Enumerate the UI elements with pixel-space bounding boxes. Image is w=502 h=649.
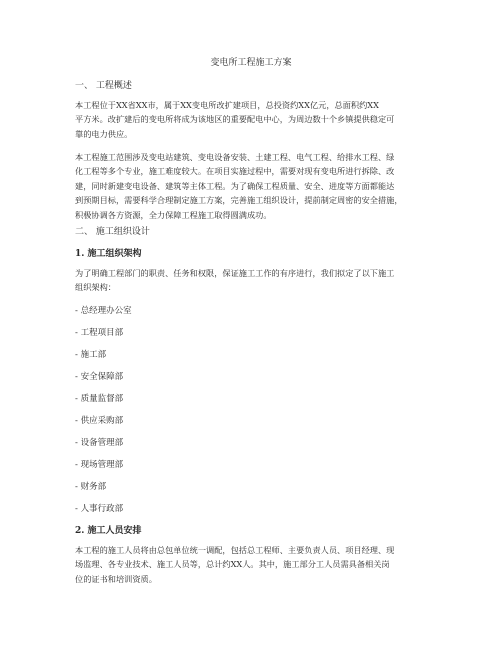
paragraph-line: 平方米。改扩建后的变电所将成为该地区的重要配电中心，为周边数十个乡镇提供稳定可: [75, 114, 395, 125]
list-item: - 财务部: [75, 482, 107, 492]
list-item: - 现场管理部: [75, 460, 124, 470]
section-heading-overview: 一、 工程概述: [75, 81, 132, 91]
paragraph-line: 积极协调各方资源，全力保障工程施工取得圆满成功。: [75, 209, 272, 220]
paragraph-line: 建，同时新建变电设备、建筑等主体工程。为了确保工程质量、安全、进度等方面都能达: [75, 180, 395, 191]
paragraph-line: 靠的电力供应。: [75, 128, 133, 139]
paragraph-line: 化工程等多个专业，施工难度较大。在项目实施过程中，需要对现有变电所进行拆除、改: [75, 166, 395, 177]
list-item: - 总经理办公室: [75, 306, 132, 316]
subheading-staffing: 2. 施工人员安排: [75, 526, 142, 536]
paragraph-overview-2: [75, 150, 435, 222]
paragraph-line: 本工程施工范围涉及变电站建筑、变电设备安装、土建工程、电气工程、给排水工程、绿: [75, 152, 395, 162]
paragraph-line: 场监理、各专业技术、施工人员等，总计约XX人。其中，施工部分工人员需具备相关岗: [75, 559, 390, 570]
paragraph-line: 位的证书和培训资质。: [75, 573, 157, 584]
document-title: 变电所工程施工方案: [210, 58, 292, 68]
subheading-org-structure: 1. 施工组织架构: [75, 249, 142, 259]
paragraph-line: 到预期目标，需要科学合理制定施工方案，完善施工组织设计，提前制定周密的安全措施，: [75, 195, 403, 206]
paragraph-line: 本工程位于XX省XX市，属于XX变电所改扩建项目，总投资约XX亿元，总面积约XX: [75, 100, 379, 110]
paragraph-overview-1: [75, 98, 435, 141]
paragraph-staffing: [75, 543, 435, 586]
paragraph-line: 本工程的施工人员将由总包单位统一调配，包括总工程师、主要负责人员、项目经理、现: [75, 545, 395, 555]
list-item: - 人事行政部: [75, 504, 124, 514]
paragraph-org-structure: [75, 266, 435, 295]
paragraph-line: 组织架构：: [75, 282, 116, 293]
paragraph-line: 为了明确工程部门的职责、任务和权限，保证施工工作的有序进行，我们拟定了以下施工: [75, 268, 395, 278]
list-item: - 质量监督部: [75, 394, 124, 404]
list-item: - 供应采购部: [75, 416, 124, 426]
list-item: - 设备管理部: [75, 438, 124, 448]
section-heading-organization: 二、 施工组织设计: [75, 227, 150, 237]
list-item: - 工程项目部: [75, 328, 124, 338]
list-item: - 施工部: [75, 350, 107, 360]
list-item: - 安全保障部: [75, 372, 124, 382]
